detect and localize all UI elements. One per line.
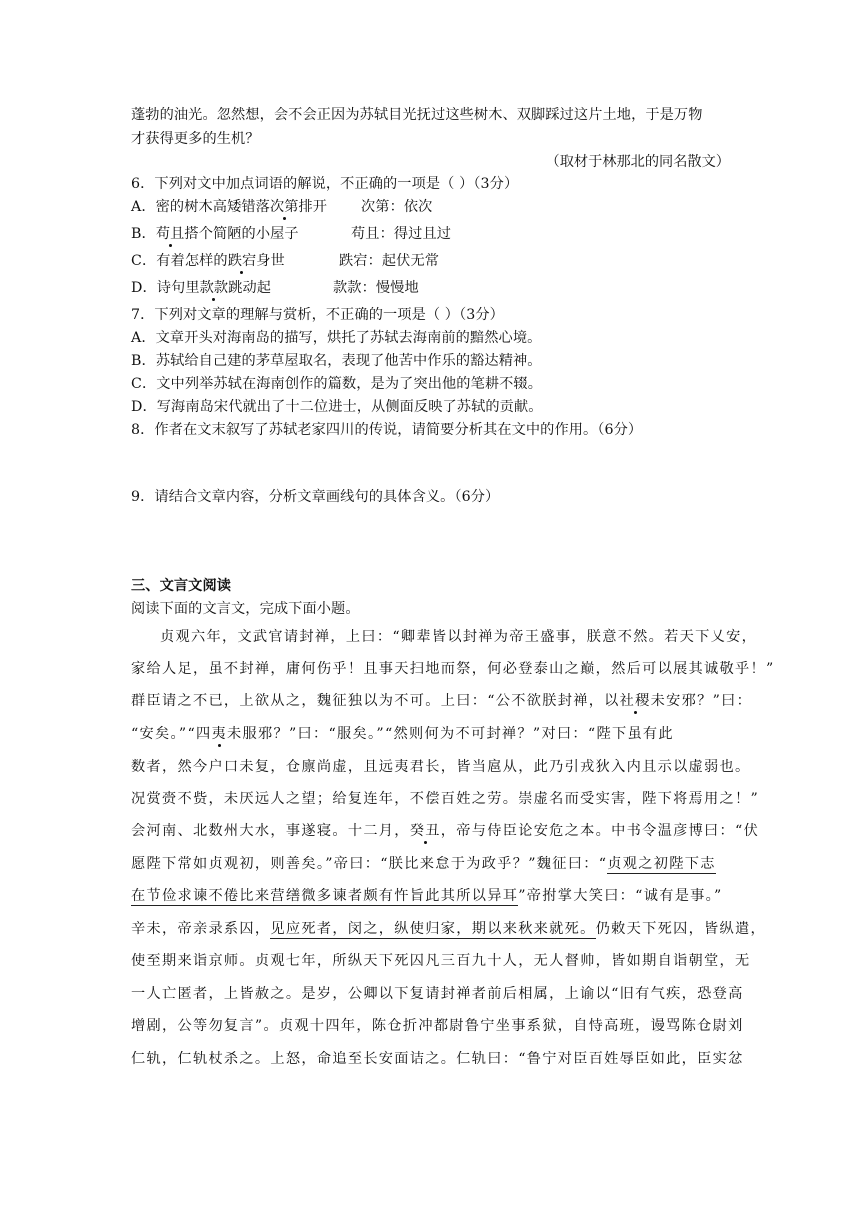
dotted-word: 次第	[269, 199, 299, 215]
classical-line: 增剧，公等勿复言”。贞观十四年，陈仓折冲都尉鲁宁坐事系狱，自恃高班，谩骂陈仓尉刘	[131, 1018, 744, 1034]
passage-line: 蓬勃的油光。忽然想，会不会正因为苏轼目光抚过这些树木、双脚踩过这片土地，于是万物	[131, 107, 703, 123]
classical-line: 家给人足，虽不封禅，庸何伤乎！且事天扫地而祭，何必登泰山之巅，然后可以展其诚敬乎！”	[131, 661, 775, 677]
option-explanation: 款款：慢慢地	[333, 280, 419, 296]
classical-text: 群臣请之不已，上欲从之，魏征独以为不可。上曰：“公不欲朕封禅，以	[131, 693, 620, 709]
dotted-word: 夷	[211, 726, 228, 742]
question-7-stem: 7．下列对文章的理解与赏析，不正确的一项是（ ）（3分）	[131, 307, 504, 323]
classical-line: 一人亡匿者，上皆赦之。是岁，公卿以下复请封禅者前后相属，上谕以“旧有气疾，恐登高	[131, 986, 744, 1002]
question-6-stem: 6．下列对文中加点词语的解说，不正确的一项是（ ）（3分）	[131, 176, 519, 192]
question-7-option-c: C．文中列举苏轼在海南创作的篇数，是为了突出他的笔耕不辍。	[131, 376, 543, 392]
classical-line	[131, 692, 753, 710]
classical-line: 使至期来诣京师。贞观七年，所纵天下死囚凡三百九十人，无人督帅，皆如期自诣朝堂，无	[131, 953, 751, 969]
question-8: 8．作者在文末叙写了苏轼老家四川的传说，请简要分析其在文中的作用。（6分）	[131, 422, 643, 438]
question-9: 9．请结合文章内容，分析文章画线句的具体含义。（6分）	[131, 489, 500, 505]
dotted-word: 款款	[199, 280, 229, 296]
classical-text: 辛未，帝亲录系囚，	[131, 921, 271, 937]
passage-line: 才获得更多的生机？	[131, 131, 260, 147]
classical-line: 贞观六年，文武官请封禅，上曰：“卿辈皆以封禅为帝王盛事，朕意不然。若天下乂安，	[160, 629, 758, 645]
question-6-option-a	[131, 198, 731, 216]
question-6-option-b	[131, 225, 731, 243]
option-text: B．	[131, 226, 156, 242]
classical-line	[131, 725, 731, 743]
classical-text: 仍敕天下死囚，皆纵遣，	[595, 921, 767, 937]
option-text: 搭个简陋的小屋子	[184, 226, 299, 242]
classical-text: “安矣。”“四	[131, 726, 212, 742]
option-explanation: 苟且：得过且过	[351, 226, 452, 242]
section-heading: 三、文言文阅读	[131, 578, 232, 594]
classical-line: 况赏赍不赀，未厌远人之望；给复连年，不偿百姓之劳。崇虚名而受实害，陛下将焉用之！”	[131, 791, 760, 807]
option-text: 跳动起	[228, 280, 272, 296]
question-6-option-d	[131, 279, 731, 297]
option-text: C．有着怎样的	[131, 253, 228, 269]
source-note: （取材于林那北的同名散文）	[545, 154, 730, 170]
classical-line: 数者，然今户口未复，仓廪尚虚，且远夷君长，皆当扈从，此乃引戎狄入内且示以虚弱也。	[131, 759, 751, 775]
dotted-word: 癸丑	[409, 823, 441, 839]
dotted-word: 社稷	[619, 693, 651, 709]
underlined-sentence: 贞观之初陛下志	[607, 856, 716, 872]
question-6-option-c	[131, 252, 731, 270]
underlined-sentence: 在节俭求谏不倦比来营缮微多谏者颇有忤旨此其所以异耳	[131, 888, 519, 904]
option-text: A．密的树木高矮错落	[131, 199, 270, 215]
classical-text: ”帝拊掌大笑曰：“诚有是事。”	[518, 888, 723, 904]
classical-text: 愿陛下常如贞观初，则善矣。”帝曰：“朕比来怠于为政乎？”魏征曰：“	[131, 856, 608, 872]
option-text: D．诗句里	[131, 280, 200, 296]
classical-line	[131, 855, 731, 873]
option-explanation: 次第：依次	[361, 199, 433, 215]
dotted-word: 苟且	[155, 226, 185, 242]
dotted-word: 跌宕	[227, 253, 257, 269]
classical-line: 仁轨，仁轨杖杀之。上怒，命追至长安面诘之。仁轨曰：“鲁宁对臣百姓辱臣如此，臣实忿	[131, 1051, 744, 1067]
classical-text: 未安邪？”曰：	[650, 693, 753, 709]
classical-line	[131, 920, 767, 938]
question-7-option-a: A．文章开头对海南岛的描写，烘托了苏轼去海南前的黯然心境。	[131, 330, 542, 346]
classical-text: ，帝与侍臣论安危之本。中书令温彦博曰：“伏	[440, 823, 760, 839]
classical-line	[131, 887, 731, 905]
underlined-sentence: 见应死者，闵之，纵使归家，期以来秋来就死。	[270, 921, 596, 937]
question-7-option-b: B．苏轼给自己建的茅草屋取名，表现了他苦中作乐的豁达精神。	[131, 353, 542, 369]
option-text: 身世	[256, 253, 285, 269]
option-explanation: 跌宕：起伏无常	[339, 253, 440, 269]
classical-text: 未服邪？”曰：“服矣。”“然则何为不可封禅？”对曰：“陛下虽有此	[227, 726, 674, 742]
option-text: 排开	[298, 199, 328, 215]
question-7-option-d: D．写海南岛宋代就出了十二位进士，从侧面反映了苏轼的贡献。	[131, 399, 543, 415]
section-instruction: 阅读下面的文言文，完成下面小题。	[131, 601, 360, 617]
classical-line	[131, 822, 760, 840]
classical-text: 会河南、北数州大水，事遂寝。十二月，	[131, 823, 410, 839]
